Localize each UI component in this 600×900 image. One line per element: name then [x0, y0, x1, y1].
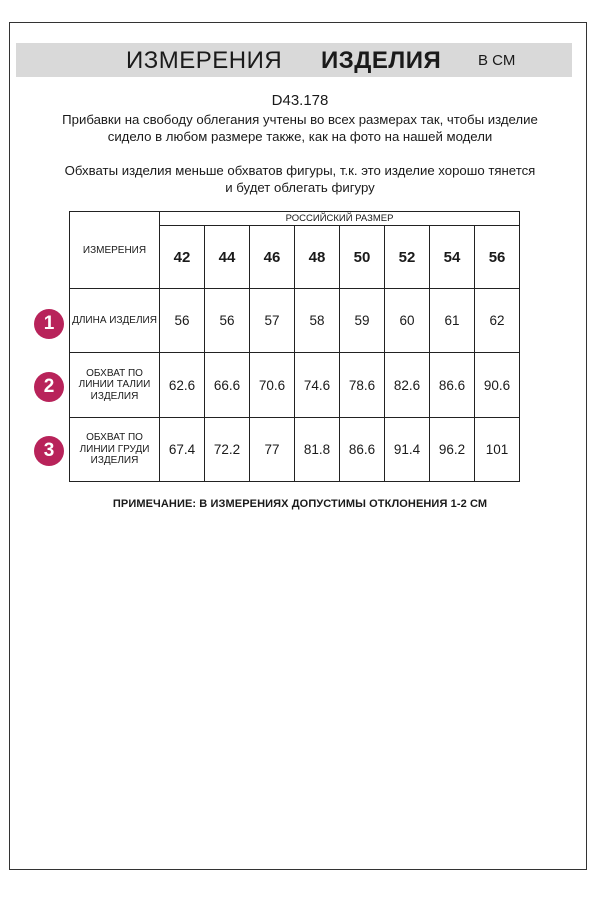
title-product: ИЗДЕЛИЯ — [321, 47, 442, 74]
table-row-length — [70, 289, 520, 353]
table-cell: 78.6 — [340, 353, 385, 418]
row-label: ДЛИНА ИЗДЕЛИЯ — [70, 289, 160, 353]
row-number-badge: 3 — [34, 436, 64, 466]
size-cell: 44 — [205, 226, 250, 289]
table-cell: 56 — [205, 289, 250, 353]
table-cell: 86.6 — [430, 353, 475, 418]
table-cell: 56 — [160, 289, 205, 353]
table-cell: 58 — [295, 289, 340, 353]
size-cell: 48 — [295, 226, 340, 289]
title-unit: В СМ — [478, 52, 516, 69]
product-code: D43.178 — [271, 92, 329, 109]
size-cell: 46 — [250, 226, 295, 289]
title-measurements: ИЗМЕРЕНИЯ — [126, 47, 283, 74]
size-system-header: РОССИЙСКИЙ РАЗМЕР — [160, 212, 520, 226]
stretch-note: Обхваты изделия меньше обхватов фигуры, т.к. это изделие хорошо тянется и будет облегать фигуру — [64, 163, 536, 195]
size-cell: 52 — [385, 226, 430, 289]
table-cell: 60 — [385, 289, 430, 353]
table-header-row — [70, 212, 520, 226]
table-cell: 81.8 — [295, 418, 340, 482]
table-cell: 72.2 — [205, 418, 250, 482]
tolerance-note: ПРИМЕЧАНИЕ: В ИЗМЕРЕНИЯХ ДОПУСТИМЫ ОТКЛОНЕНИЯ 1-2 СМ — [112, 498, 488, 510]
table-cell: 86.6 — [340, 418, 385, 482]
measurements-table — [69, 211, 520, 482]
row-number-badge: 1 — [34, 309, 64, 339]
size-cell: 42 — [160, 226, 205, 289]
table-cell: 67.4 — [160, 418, 205, 482]
row-number-badge: 2 — [34, 372, 64, 402]
size-cell: 50 — [340, 226, 385, 289]
title-bar — [16, 43, 572, 77]
table-cell: 70.6 — [250, 353, 295, 418]
table-cell: 77 — [250, 418, 295, 482]
table-cell: 82.6 — [385, 353, 430, 418]
table-row-chest — [70, 418, 520, 482]
fit-note: Прибавки на свободу облегания учтены во всех размерах так, чтобы изделие сидело в любом размере также, как на фото на нашей модели — [62, 112, 538, 144]
table-cell: 66.6 — [205, 353, 250, 418]
table-cell: 91.4 — [385, 418, 430, 482]
table-cell: 62.6 — [160, 353, 205, 418]
table-cell: 59 — [340, 289, 385, 353]
size-cell: 54 — [430, 226, 475, 289]
row-label: ОБХВАТ ПО ЛИНИИ ТАЛИИ ИЗДЕЛИЯ — [70, 353, 160, 418]
table-cell: 90.6 — [475, 353, 520, 418]
row-label: ОБХВАТ ПО ЛИНИИ ГРУДИ ИЗДЕЛИЯ — [70, 418, 160, 482]
table-cell: 62 — [475, 289, 520, 353]
measurements-header: ИЗМЕРЕНИЯ — [70, 212, 160, 289]
size-cell: 56 — [475, 226, 520, 289]
table-cell: 96.2 — [430, 418, 475, 482]
table-row-waist — [70, 353, 520, 418]
table-cell: 61 — [430, 289, 475, 353]
table-cell: 101 — [475, 418, 520, 482]
table-cell: 74.6 — [295, 353, 340, 418]
table-cell: 57 — [250, 289, 295, 353]
